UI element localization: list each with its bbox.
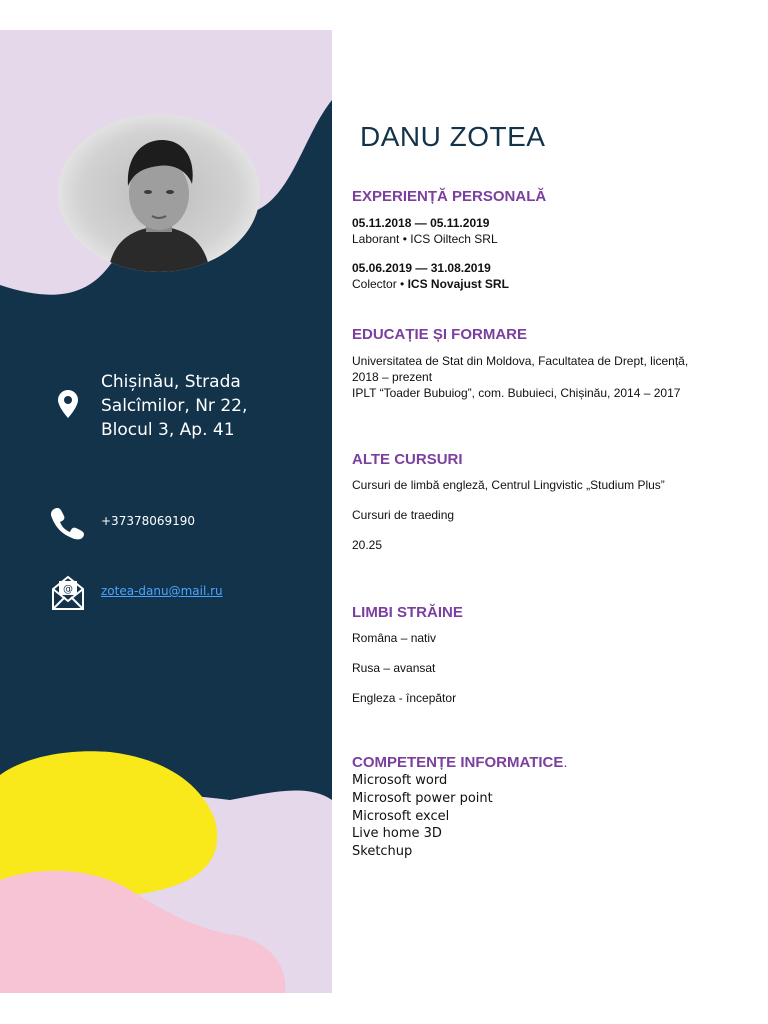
experience-role-2-title: Colector • bbox=[352, 277, 408, 291]
phone-icon bbox=[50, 506, 86, 545]
it-skill-2: Microsoft power point bbox=[352, 791, 493, 806]
it-skill-3: Microsoft excel bbox=[352, 809, 450, 824]
experience-role-2 bbox=[352, 276, 742, 292]
experience-org-1: ICS Oiltech SRL bbox=[410, 232, 498, 246]
language-item-3: Engleza - începător bbox=[352, 691, 457, 705]
course-item-3: 20.25 bbox=[352, 538, 383, 552]
experience-role-1 bbox=[352, 231, 742, 247]
sidebar bbox=[0, 30, 332, 993]
profile-photo bbox=[58, 114, 260, 272]
it-skill-1: Microsoft word bbox=[352, 773, 448, 788]
it-skill-5: Sketchup bbox=[352, 844, 413, 859]
education-line-3: IPLT “Toader Bubuiog”, com. Bubuieci, Chișinău, 2014 – 2017 bbox=[352, 386, 681, 400]
education-heading: EDUCAȚIE ȘI FORMARE bbox=[352, 326, 528, 343]
experience-dates-1: 05.11.2018 — 05.11.2019 bbox=[352, 216, 490, 230]
contact-phone: +37378069190 bbox=[101, 514, 196, 528]
it-skills-heading-text: COMPETENȚE INFORMATICE bbox=[352, 754, 564, 771]
it-skill-4: Live home 3D bbox=[352, 826, 442, 841]
location-pin-icon bbox=[58, 390, 78, 423]
language-item-1: Româna – nativ bbox=[352, 631, 437, 645]
full-name: DANU ZOTEA bbox=[360, 121, 546, 152]
it-skills-heading bbox=[352, 754, 568, 771]
it-skills-heading-dot: . bbox=[563, 754, 568, 771]
courses-heading: ALTE CURSURI bbox=[352, 451, 463, 468]
language-item-2: Rusa – avansat bbox=[352, 661, 436, 675]
contact-email-link[interactable]: zotea-danu@mail.ru bbox=[101, 584, 223, 598]
experience-org-2: ICS Novajust SRL bbox=[407, 277, 509, 291]
education-line-1: Universitatea de Stat din Moldova, Facultatea de Drept, licență, bbox=[352, 354, 689, 368]
experience-heading: EXPERIENȚĂ PERSONALĂ bbox=[352, 188, 547, 205]
experience-dates-2: 05.06.2019 — 31.08.2019 bbox=[352, 261, 491, 275]
course-item-1: Cursuri de limbă engleză, Centrul Lingvistic „Studium Plus” bbox=[352, 478, 665, 492]
email-envelope-icon bbox=[51, 575, 85, 616]
svg-text:@: @ bbox=[63, 584, 73, 595]
contact-address: Chișinău, Strada Salcîmilor, Nr 22, Blocul 3, Ap. 41 bbox=[101, 372, 248, 440]
education-line-2: 2018 – prezent bbox=[352, 370, 433, 384]
course-item-2: Cursuri de traeding bbox=[352, 508, 455, 522]
person-avatar-icon bbox=[58, 114, 260, 272]
languages-heading: LIMBI STRĂINE bbox=[352, 604, 463, 621]
experience-role-1-title: Laborant • bbox=[352, 232, 411, 246]
